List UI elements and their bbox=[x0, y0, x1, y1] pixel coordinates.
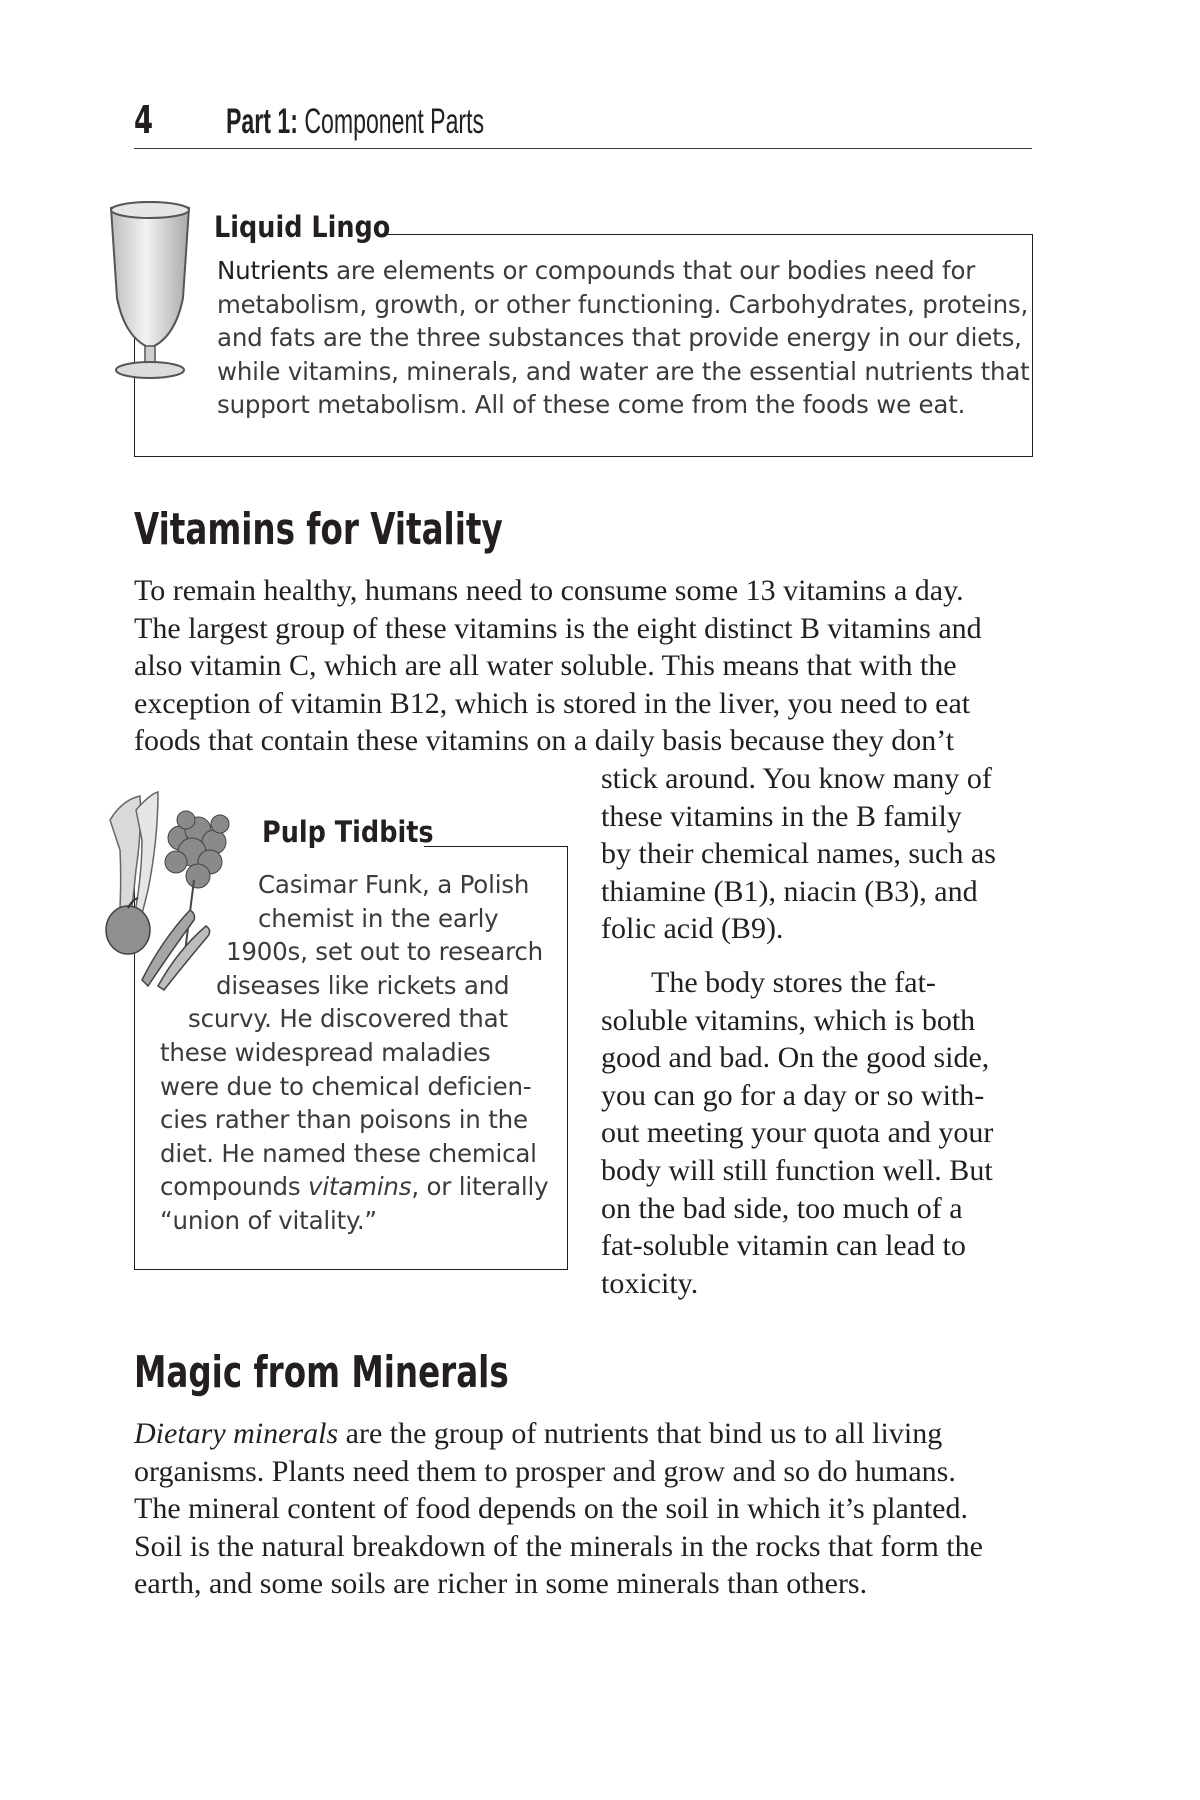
lingo-line: Nutrients are elements or compounds that our bodies need for bbox=[217, 256, 976, 285]
vitamins-column-line: on the bad side, too much of a bbox=[601, 1191, 963, 1225]
tidbit-line: compounds vitamins, or literally bbox=[160, 1172, 549, 1202]
minerals-line: Soil is the natural breakdown of the minerals in the rocks that form the bbox=[134, 1529, 983, 1563]
pulp-tidbits-title: Pulp Tidbits bbox=[262, 815, 434, 849]
vitamins-column bbox=[601, 760, 1031, 1302]
lingo-line: metabolism, growth, or other functioning. Carbohydrates, proteins, bbox=[217, 289, 1029, 319]
tidbit-emphasis: vitamins bbox=[308, 1172, 412, 1202]
lingo-line: while vitamins, minerals, and water are the essential nutrients that bbox=[217, 356, 1030, 386]
vitamins-line: foods that contain these vitamins on a daily basis because they don’t bbox=[134, 724, 955, 758]
part-title bbox=[226, 102, 484, 142]
pulp-tidbits-title-rule bbox=[424, 846, 568, 847]
tidbit-line: scurvy. He discovered that bbox=[188, 1004, 508, 1034]
lingo-line: support metabolism. All of these come from the foods we eat. bbox=[217, 390, 966, 419]
wine-glass-icon bbox=[105, 198, 195, 382]
vitamins-line: also vitamin C, which are all water soluble. This means that with the bbox=[134, 649, 957, 683]
vitamins-column-line: The body stores the fat- bbox=[651, 965, 936, 999]
part-title-text: Component Parts bbox=[304, 102, 485, 141]
vitamins-intro-paragraph bbox=[134, 572, 1034, 760]
tidbit-line: 1900s, set out to research bbox=[226, 937, 544, 967]
minerals-heading: Magic from Minerals bbox=[134, 1347, 509, 1398]
vitamins-line: The largest group of these vitamins is the eight distinct B vitamins and bbox=[134, 611, 982, 645]
lingo-line: and fats are the three substances that provide energy in our diets, bbox=[217, 323, 1022, 352]
vitamins-column-line: you can go for a day or so with- bbox=[601, 1078, 985, 1112]
liquid-lingo-title-rule bbox=[381, 234, 1033, 235]
running-header bbox=[134, 92, 1032, 149]
minerals-emphasis: Dietary minerals bbox=[134, 1417, 339, 1450]
vitamins-line: exception of vitamin B12, which is stored in the liver, you need to eat bbox=[134, 686, 971, 720]
vitamins-column-line: soluble vitamins, which is both bbox=[601, 1003, 976, 1037]
vitamins-column-line: body will still function well. But bbox=[601, 1153, 993, 1187]
tidbit-line: were due to chemical deficien- bbox=[160, 1071, 532, 1101]
tidbit-line: cies rather than poisons in the bbox=[160, 1105, 528, 1135]
vitamins-column-line: by their chemical names, such as bbox=[601, 837, 996, 871]
tidbit-line: Casimar Funk, a Polish bbox=[258, 870, 530, 899]
vitamins-line: To remain healthy, humans need to consume some 13 vitamins a day. bbox=[134, 574, 964, 607]
liquid-lingo-body bbox=[217, 254, 1030, 422]
tidbit-line: “union of vitality.” bbox=[160, 1205, 377, 1235]
liquid-lingo-title: Liquid Lingo bbox=[214, 210, 391, 244]
vitamins-column-line: folic acid (B9). bbox=[601, 912, 784, 946]
vitamins-column-line: these vitamins in the B family bbox=[601, 799, 962, 833]
vitamins-heading: Vitamins for Vitality bbox=[134, 504, 503, 555]
tidbit-line: chemist in the early bbox=[258, 903, 499, 933]
vitamins-column-line: toxicity. bbox=[601, 1266, 699, 1300]
vitamins-column-line: fat-soluble vitamin can lead to bbox=[601, 1229, 966, 1263]
vitamins-column-line: stick around. You know many of bbox=[601, 762, 992, 795]
minerals-line: The mineral content of food depends on the soil in which it’s planted. bbox=[134, 1492, 968, 1526]
tidbit-line: diseases like rickets and bbox=[216, 970, 510, 1000]
minerals-paragraph bbox=[134, 1415, 1034, 1603]
tidbit-line: these widespread maladies bbox=[160, 1037, 491, 1067]
tidbit-line: diet. He named these chemical bbox=[160, 1138, 537, 1168]
vitamins-column-line: thiamine (B1), niacin (B3), and bbox=[601, 874, 978, 908]
part-label: Part 1: bbox=[226, 102, 298, 141]
pulp-tidbits-body bbox=[160, 868, 549, 1238]
vitamins-column-line: good and bad. On the good side, bbox=[601, 1041, 990, 1075]
lingo-term: Nutrients bbox=[217, 256, 329, 285]
minerals-line: organisms. Plants need them to prosper and grow and so do humans. bbox=[134, 1454, 956, 1488]
page-number: 4 bbox=[134, 98, 152, 142]
vitamins-column-line: out meeting your quota and your bbox=[601, 1116, 994, 1150]
minerals-line: earth, and some soils are richer in some minerals than others. bbox=[134, 1567, 868, 1601]
minerals-line: Dietary minerals are the group of nutrients that bind us to all living bbox=[134, 1417, 943, 1450]
